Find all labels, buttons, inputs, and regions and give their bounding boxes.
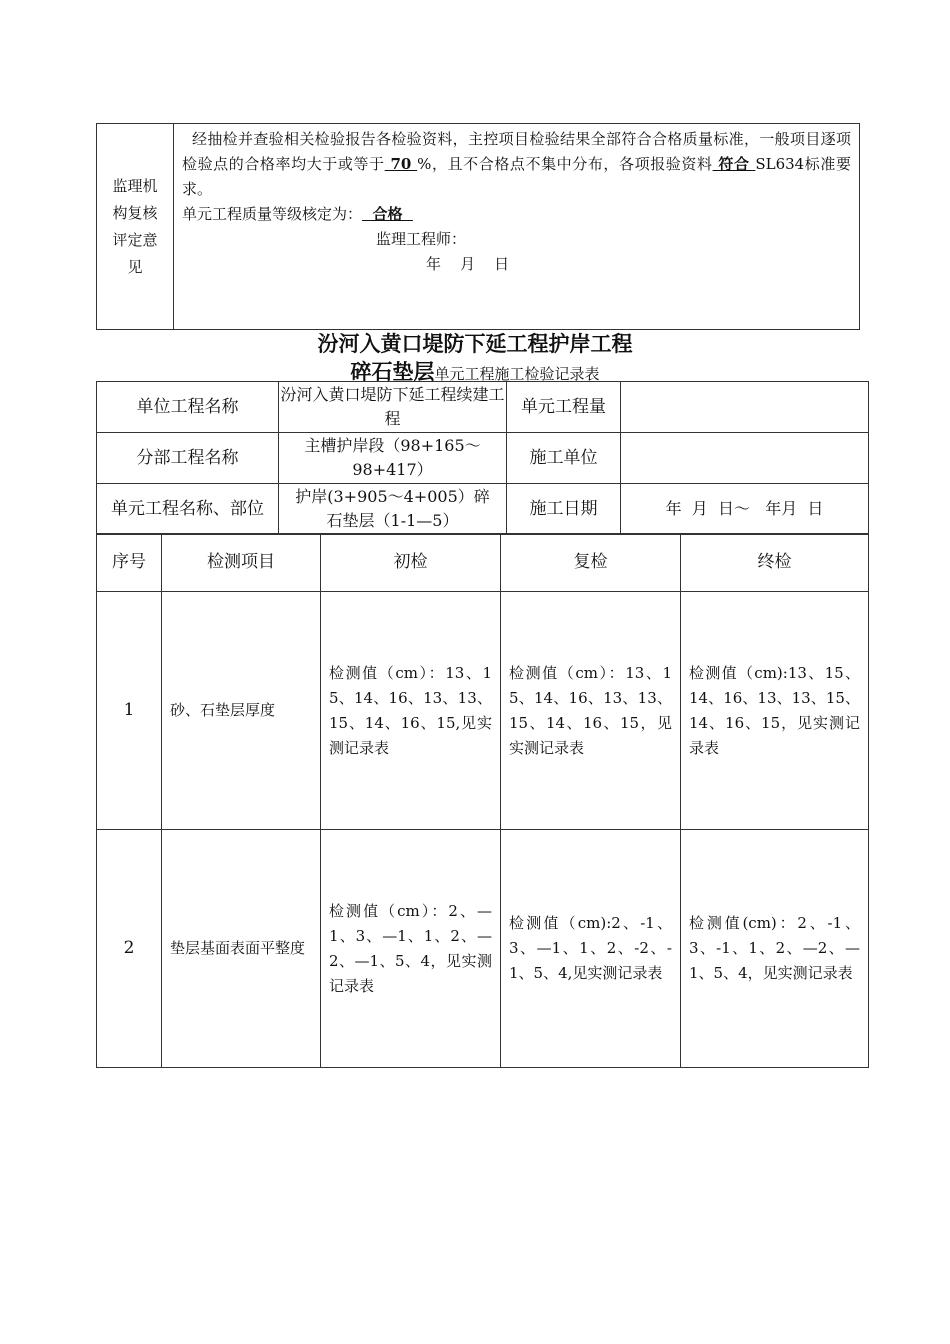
info-row [97, 382, 869, 433]
grade-label: 单元工程质量等级核定为： [182, 205, 363, 223]
supervision-opinion-cell [174, 124, 860, 330]
document-title: 汾河入黄口堤防下延工程护岸工程 [317, 331, 633, 356]
project-info-table [96, 381, 869, 535]
row-final: 检测值（cm):13、15、14、16、13、13、15、14、16、15，见实测记录表 [681, 592, 869, 830]
grade-line [182, 202, 851, 227]
pass-rate-value: 70 [384, 155, 418, 173]
header-item: 检测项目 [162, 534, 321, 592]
supervision-label: 监理机构复核评定意见 [112, 176, 158, 276]
unit-quantity-value [621, 382, 869, 433]
unit-quantity-label: 单元工程量 [507, 382, 621, 433]
row-number: 1 [97, 592, 162, 830]
row-final: 检测值(cm)：2、-1、3、-1、1、2、—2、—1、5、4，见实测记录表 [681, 830, 869, 1068]
info-row [97, 484, 869, 535]
row-item: 垫层基面表面平整度 [162, 830, 321, 1068]
signature-date: 年 月 日 [426, 255, 510, 273]
construction-unit-label: 施工单位 [507, 433, 621, 484]
supervision-label-cell [97, 124, 174, 330]
subtitle-normal: 单元工程施工检验记录表 [434, 365, 600, 383]
table-row [97, 592, 869, 830]
info-row [97, 433, 869, 484]
grade-value: 合格 [362, 205, 413, 223]
supervision-table [96, 123, 860, 330]
construction-unit-value [621, 433, 869, 484]
construction-date-value: 年 月 日～ 年月 日 [621, 484, 869, 535]
inspection-header-row [97, 534, 869, 592]
row-recheck: 检测值（cm):2、-1、3、—1、1、2、-2、-1、5、4,见实测记录表 [501, 830, 681, 1068]
row-initial: 检测值（cm）：2、—1、3、—1、1、2、—2、—1、5、4，见实测记录表 [321, 830, 501, 1068]
sub-project-label: 分部工程名称 [97, 433, 279, 484]
engineer-signature-label: 监理工程师： [376, 230, 467, 248]
opinion-text-2: %，且不合格点不集中分布，各项报验资料 [417, 155, 713, 173]
row-item: 砂、石垫层厚度 [162, 592, 321, 830]
row-initial: 检测值（cm）：13、15、14、16、13、13、15、14、16、15,见实测记录表 [321, 592, 501, 830]
subtitle-bold: 碎石垫层 [350, 359, 435, 384]
unit-project-label: 单位工程名称 [97, 382, 279, 433]
opinion-text-1: 经抽检并查验相关检验报告各检验资料，主控项目检验结果全部符合合格质量标准，一般项目逐项检验点的合格率均大于或等于 [182, 130, 851, 173]
conform-value: 符合 [712, 155, 756, 173]
construction-date-label: 施工日期 [507, 484, 621, 535]
row-recheck: 检测值（cm）：13、15、14、16、13、13、15、14、16、15，见实测记录表 [501, 592, 681, 830]
header-seq: 序号 [97, 534, 162, 592]
supervision-opinion [182, 127, 851, 202]
table-row [97, 830, 869, 1068]
sub-project-value: 主槽护岸段（98+165～98+417） [279, 433, 507, 484]
inspection-table [96, 533, 869, 1068]
row-number: 2 [97, 830, 162, 1068]
unit-name-value: 护岸(3+905～4+005）碎石垫层（1-1—5） [279, 484, 507, 535]
unit-name-label: 单元工程名称、部位 [97, 484, 279, 535]
opinion-text-3: SL634标准要求。 [182, 155, 851, 198]
header-recheck: 复检 [501, 534, 681, 592]
header-final: 终检 [681, 534, 869, 592]
header-initial: 初检 [321, 534, 501, 592]
unit-project-value: 汾河入黄口堤防下延工程续建工程 [279, 382, 507, 433]
